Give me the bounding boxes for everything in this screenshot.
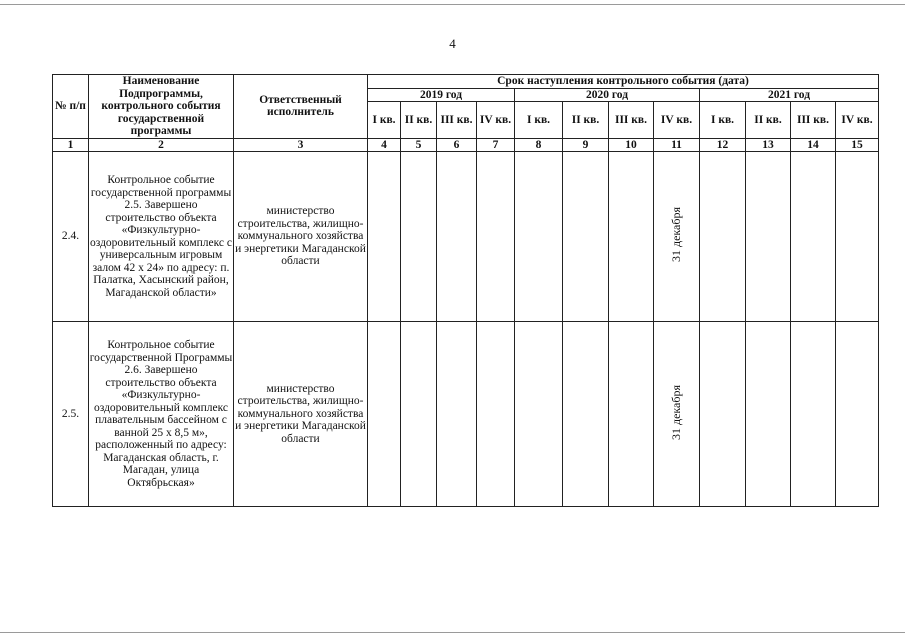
header-quarter: III кв.	[791, 102, 836, 138]
control-events-table	[52, 74, 879, 507]
column-number: 15	[836, 138, 879, 152]
header-deadline: Срок наступления контрольного события (дата)	[368, 75, 879, 89]
empty-cell	[609, 152, 654, 322]
table-row	[53, 322, 879, 507]
empty-cell	[700, 322, 746, 507]
empty-cell	[401, 152, 437, 322]
empty-cell	[609, 322, 654, 507]
empty-cell	[437, 152, 477, 322]
column-number: 7	[477, 138, 515, 152]
deadline-cell	[654, 152, 700, 322]
header-quarter: IV кв.	[836, 102, 879, 138]
empty-cell	[563, 152, 609, 322]
column-number: 9	[563, 138, 609, 152]
header-name: Наименование Подпрограммы, контрольного события государственной программы	[89, 75, 234, 139]
empty-cell	[368, 322, 401, 507]
column-number: 5	[401, 138, 437, 152]
row-number: 2.4.	[53, 152, 89, 322]
column-number: 6	[437, 138, 477, 152]
column-number: 1	[53, 138, 89, 152]
header-quarter: I кв.	[368, 102, 401, 138]
header-quarter: IV кв.	[654, 102, 700, 138]
empty-cell	[515, 152, 563, 322]
header-quarter: II кв.	[563, 102, 609, 138]
header-year-2020: 2020 год	[515, 88, 700, 102]
empty-cell	[791, 152, 836, 322]
responsible-executor: министерство строительства, жилищно-коммунального хозяйства и энергетики Магаданской области	[234, 152, 368, 322]
event-description: Контрольное событие государственной программы 2.5. Завершено строительство объекта «Физкультурно-оздоровительный комплекс с универсальным игровым залом 42 х 24» по адресу: п. Палатка, Хасынский район, Магаданской области»	[89, 152, 234, 322]
deadline-date: 31 декабря	[669, 384, 684, 440]
bottom-scan-rule	[0, 632, 905, 633]
header-quarter: II кв.	[401, 102, 437, 138]
empty-cell	[368, 152, 401, 322]
header-quarter: III кв.	[609, 102, 654, 138]
event-description: Контрольное событие государственной Программы 2.6. Завершено строительство объекта «Физкультурно-оздоровительный комплекс плавательным бассейном с ванной 25 х 8,5 м», расположенный по адресу: Магаданская область, г. Магадан, улица Октябрьская»	[89, 322, 234, 507]
header-num: № п/п	[53, 75, 89, 139]
responsible-executor: министерство строительства, жилищно-коммунального хозяйства и энергетики Магаданской области	[234, 322, 368, 507]
empty-cell	[746, 322, 791, 507]
header-quarter: II кв.	[746, 102, 791, 138]
deadline-cell	[654, 322, 700, 507]
column-number: 10	[609, 138, 654, 152]
empty-cell	[746, 152, 791, 322]
deadline-date: 31 декабря	[669, 207, 684, 263]
top-scan-rule	[0, 4, 905, 5]
row-number: 2.5.	[53, 322, 89, 507]
column-number: 11	[654, 138, 700, 152]
column-number: 12	[700, 138, 746, 152]
page-number: 4	[449, 36, 456, 51]
empty-cell	[563, 322, 609, 507]
header-quarter: IV кв.	[477, 102, 515, 138]
header-year-2019: 2019 год	[368, 88, 515, 102]
empty-cell	[700, 152, 746, 322]
empty-cell	[836, 152, 879, 322]
column-number-row	[53, 138, 879, 152]
header-quarter: I кв.	[515, 102, 563, 138]
empty-cell	[477, 322, 515, 507]
column-number: 3	[234, 138, 368, 152]
empty-cell	[401, 322, 437, 507]
column-number: 2	[89, 138, 234, 152]
table-row	[53, 152, 879, 322]
empty-cell	[791, 322, 836, 507]
column-number: 8	[515, 138, 563, 152]
header-quarter: III кв.	[437, 102, 477, 138]
column-number: 4	[368, 138, 401, 152]
column-number: 14	[791, 138, 836, 152]
header-year-2021: 2021 год	[700, 88, 879, 102]
header-quarter: I кв.	[700, 102, 746, 138]
header-responsible: Ответственный исполнитель	[234, 75, 368, 139]
empty-cell	[515, 322, 563, 507]
empty-cell	[477, 152, 515, 322]
column-number: 13	[746, 138, 791, 152]
empty-cell	[437, 322, 477, 507]
empty-cell	[836, 322, 879, 507]
